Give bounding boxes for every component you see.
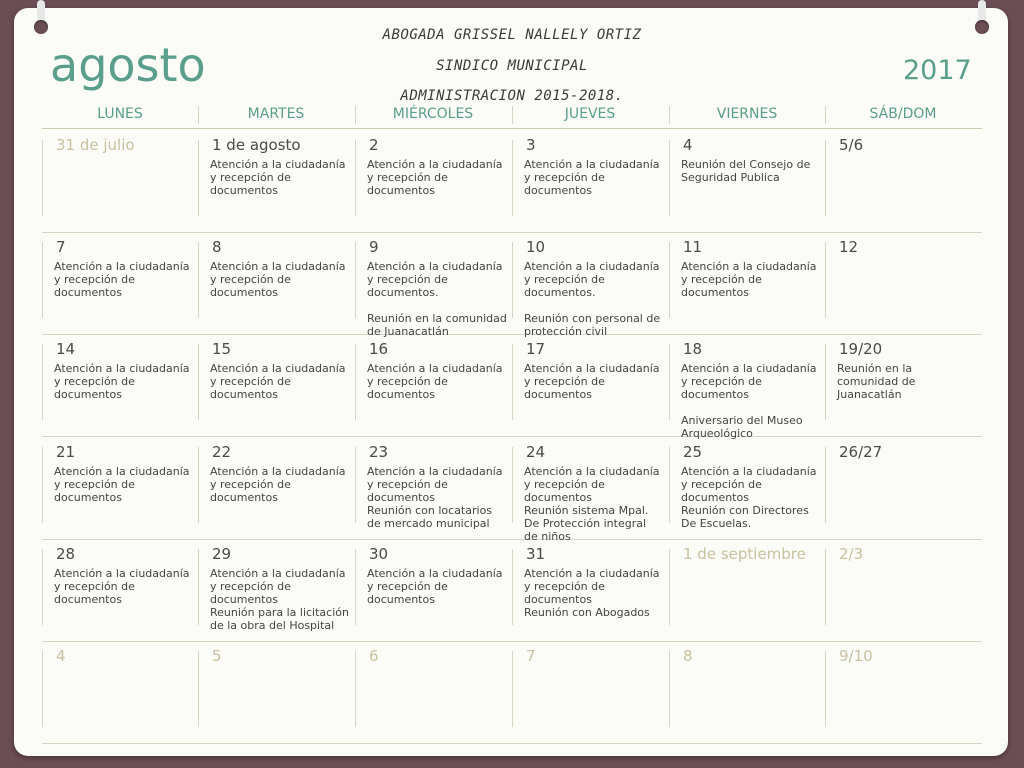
cell-divider	[825, 447, 826, 523]
day-number: 26/27	[839, 443, 883, 461]
day-number: 30	[369, 545, 389, 563]
day-event-note: Atención a la ciudadanía y recepción de documentos	[367, 158, 503, 197]
day-cell[interactable]	[42, 437, 198, 539]
day-event-note: Atención a la ciudadanía y recepción de documentos. Reunión en la comunidad de Juanacatlán	[367, 260, 507, 338]
day-cell[interactable]	[825, 130, 981, 232]
cell-divider	[355, 344, 356, 420]
day-number: 8	[683, 647, 693, 665]
day-event-note: Atención a la ciudadanía y recepción de documentos	[367, 362, 503, 401]
day-cell[interactable]	[512, 641, 668, 743]
day-cell[interactable]	[512, 130, 668, 232]
weekday-header	[42, 104, 982, 129]
cell-divider	[355, 140, 356, 216]
day-cell[interactable]	[669, 334, 825, 440]
day-cell[interactable]	[198, 641, 354, 743]
day-number: 7	[526, 647, 536, 665]
cell-divider	[825, 140, 826, 216]
day-number: 7	[56, 238, 66, 256]
cell-divider	[512, 344, 513, 420]
cell-divider	[825, 344, 826, 420]
cell-divider	[42, 242, 43, 318]
day-cell[interactable]	[198, 334, 354, 436]
week-row	[42, 130, 982, 233]
cell-divider	[669, 140, 670, 216]
day-cell[interactable]	[355, 334, 511, 436]
day-number: 28	[56, 545, 76, 563]
day-cell[interactable]	[42, 232, 198, 334]
cell-divider	[198, 447, 199, 523]
month-title: agosto	[50, 38, 206, 92]
week-row	[42, 539, 982, 642]
day-event-note: Atención a la ciudadanía y recepción de documentos	[681, 260, 817, 299]
day-cell[interactable]	[512, 334, 668, 436]
day-number: 29	[212, 545, 232, 563]
day-number: 1 de agosto	[212, 136, 301, 154]
weekday-label: JUEVES	[564, 106, 616, 122]
day-number: 9	[369, 238, 379, 256]
day-number: 17	[526, 340, 546, 358]
day-cell[interactable]	[669, 437, 825, 539]
day-event-note: Atención a la ciudadanía y recepción de documentos	[524, 362, 660, 401]
cell-divider	[42, 140, 43, 216]
day-cell[interactable]	[669, 539, 825, 641]
day-number: 4	[56, 647, 66, 665]
day-event-note: Reunión del Consejo de Seguridad Publica	[681, 158, 811, 184]
cell-divider	[198, 651, 199, 727]
cell-divider	[355, 447, 356, 523]
day-event-note: Atención a la ciudadanía y recepción de documentos Reunión con locatarios de mercado municipal	[367, 465, 503, 530]
day-event-note: Atención a la ciudadanía y recepción de documentos Reunión con Directores De Escuelas.	[681, 465, 817, 530]
day-cell[interactable]	[355, 130, 511, 232]
day-number: 31 de julio	[56, 136, 135, 154]
day-event-note: Atención a la ciudadanía y recepción de documentos Reunión sistema Mpal. De Protección integral de niños	[524, 465, 660, 543]
day-event-note: Reunión en la comunidad de Juanacatlán	[837, 362, 916, 401]
day-cell[interactable]	[512, 437, 668, 543]
cell-divider	[669, 344, 670, 420]
day-cell[interactable]	[355, 437, 511, 539]
day-number: 14	[56, 340, 76, 358]
day-cell[interactable]	[512, 232, 668, 338]
day-cell[interactable]	[355, 641, 511, 743]
day-number: 6	[369, 647, 379, 665]
day-number: 15	[212, 340, 232, 358]
day-number: 19/20	[839, 340, 883, 358]
day-number: 22	[212, 443, 232, 461]
day-cell[interactable]	[825, 641, 981, 743]
cell-divider	[825, 549, 826, 625]
day-number: 23	[369, 443, 389, 461]
day-event-note: Atención a la ciudadanía y recepción de documentos	[210, 158, 346, 197]
day-number: 10	[526, 238, 546, 256]
day-number: 9/10	[839, 647, 873, 665]
cell-divider	[512, 447, 513, 523]
cell-divider	[512, 651, 513, 727]
cell-divider	[42, 447, 43, 523]
cell-divider	[669, 447, 670, 523]
day-cell[interactable]	[825, 232, 981, 334]
day-event-note: Atención a la ciudadanía y recepción de documentos	[54, 362, 190, 401]
day-event-note: Atención a la ciudadanía y recepción de documentos. Reunión con personal de protección civil	[524, 260, 661, 338]
day-event-note: Atención a la ciudadanía y recepción de documentos Aniversario del Museo Arqueológico	[681, 362, 817, 440]
day-cell[interactable]	[198, 232, 354, 334]
day-number: 5	[212, 647, 222, 665]
day-cell[interactable]	[355, 232, 511, 338]
day-number: 4	[683, 136, 693, 154]
day-number: 5/6	[839, 136, 864, 154]
day-cell[interactable]	[42, 539, 198, 641]
year-label: 2017	[903, 55, 972, 86]
day-cell[interactable]	[198, 539, 354, 641]
day-cell[interactable]	[825, 539, 981, 641]
cell-divider	[512, 140, 513, 216]
day-number: 31	[526, 545, 546, 563]
day-number: 16	[369, 340, 389, 358]
cell-divider	[42, 549, 43, 625]
cell-divider	[198, 344, 199, 420]
weekday-label: SÁB/DOM	[869, 106, 937, 122]
day-event-note: Atención a la ciudadanía y recepción de documentos	[210, 465, 346, 504]
day-cell[interactable]	[669, 641, 825, 743]
week-row	[42, 232, 982, 338]
day-cell[interactable]	[42, 130, 198, 232]
day-cell[interactable]	[42, 641, 198, 743]
cell-divider	[825, 242, 826, 318]
day-cell[interactable]	[198, 437, 354, 539]
cell-divider	[825, 651, 826, 727]
day-cell[interactable]	[669, 130, 825, 232]
day-number: 2/3	[839, 545, 864, 563]
day-number: 2	[369, 136, 379, 154]
weekday-label: VIERNES	[716, 106, 778, 122]
day-event-note: Atención a la ciudadanía y recepción de documentos	[54, 465, 190, 504]
day-event-note: Atención a la ciudadanía y recepción de documentos	[367, 567, 503, 606]
day-number: 8	[212, 238, 222, 256]
day-cell[interactable]	[198, 130, 354, 232]
cell-divider	[669, 549, 670, 625]
day-number: 3	[526, 136, 536, 154]
day-cell[interactable]	[42, 334, 198, 436]
week-row	[42, 437, 982, 543]
day-event-note: Atención a la ciudadanía y recepción de documentos	[54, 260, 190, 299]
day-cell[interactable]	[825, 334, 981, 436]
cell-divider	[355, 549, 356, 625]
day-number: 1 de septiembre	[683, 545, 806, 563]
cell-divider	[198, 242, 199, 318]
cell-divider	[198, 140, 199, 216]
weekday-label: MIÉRCOLES	[392, 106, 474, 122]
header-line-name: ABOGADA GRISSEL NALLELY ORTIZ	[382, 27, 642, 43]
cell-divider	[42, 651, 43, 727]
day-number: 11	[683, 238, 703, 256]
day-cell[interactable]	[355, 539, 511, 641]
cell-divider	[198, 549, 199, 625]
cell-divider	[512, 549, 513, 625]
week-row	[42, 641, 982, 744]
cell-divider	[42, 344, 43, 420]
day-event-note: Atención a la ciudadanía y recepción de documentos	[54, 567, 190, 606]
cell-divider	[355, 242, 356, 318]
weekday-label: LUNES	[97, 106, 143, 122]
day-number: 24	[526, 443, 546, 461]
day-event-note: Atención a la ciudadanía y recepción de documentos Reunión para la licitación de la obra del Hospital	[210, 567, 349, 632]
header-line-role: SINDICO MUNICIPAL	[436, 58, 588, 74]
day-number: 21	[56, 443, 76, 461]
day-number: 12	[839, 238, 859, 256]
day-event-note: Atención a la ciudadanía y recepción de documentos	[210, 260, 346, 299]
cell-divider	[669, 242, 670, 318]
cell-divider	[669, 651, 670, 727]
day-cell[interactable]	[825, 437, 981, 539]
header-line-administration: ADMINISTRACION 2015-2018.	[400, 88, 624, 104]
cell-divider	[355, 651, 356, 727]
day-cell[interactable]	[669, 232, 825, 334]
day-cell[interactable]	[512, 539, 668, 641]
weekday-label: MARTES	[247, 106, 305, 122]
day-event-note: Atención a la ciudadanía y recepción de documentos	[210, 362, 346, 401]
day-number: 18	[683, 340, 703, 358]
cell-divider	[512, 242, 513, 318]
day-event-note: Atención a la ciudadanía y recepción de documentos Reunión con Abogados	[524, 567, 660, 619]
day-number: 25	[683, 443, 703, 461]
week-row	[42, 334, 982, 440]
day-event-note: Atención a la ciudadanía y recepción de documentos	[524, 158, 660, 197]
